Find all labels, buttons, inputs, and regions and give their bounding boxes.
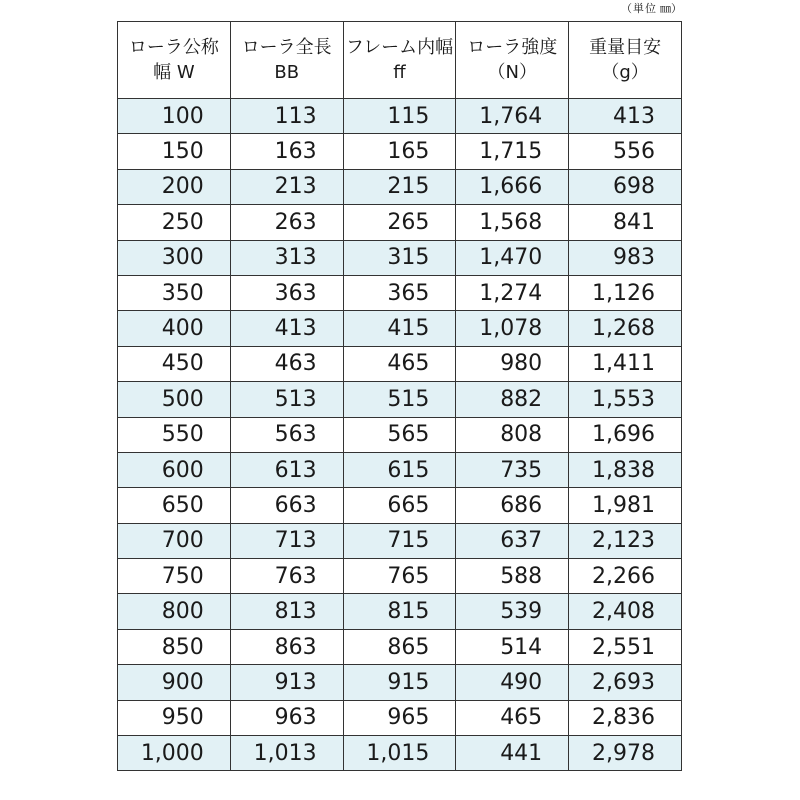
- table-row: [118, 169, 682, 204]
- cell-nominal-width: 100: [118, 99, 231, 134]
- cell-nominal-width: 700: [118, 523, 231, 558]
- cell-roller-strength: 735: [456, 452, 569, 487]
- cell-weight: 2,836: [569, 700, 682, 735]
- header-total-length-line1: ローラ全長: [241, 37, 332, 58]
- cell-weight: 2,551: [569, 629, 682, 664]
- cell-nominal-width: 350: [118, 275, 231, 310]
- cell-total-length: 413: [230, 311, 343, 346]
- cell-weight: 556: [569, 134, 682, 169]
- cell-frame-inner-width: 915: [343, 665, 456, 700]
- header-roller-strength: [456, 22, 569, 99]
- cell-frame-inner-width: 565: [343, 417, 456, 452]
- cell-frame-inner-width: 265: [343, 205, 456, 240]
- table-row: [118, 665, 682, 700]
- cell-nominal-width: 550: [118, 417, 231, 452]
- cell-roller-strength: 539: [456, 594, 569, 629]
- cell-nominal-width: 450: [118, 346, 231, 381]
- cell-roller-strength: 514: [456, 629, 569, 664]
- cell-total-length: 113: [230, 99, 343, 134]
- table-row: [118, 629, 682, 664]
- cell-weight: 1,981: [569, 488, 682, 523]
- cell-frame-inner-width: 515: [343, 382, 456, 417]
- cell-roller-strength: 1,470: [456, 240, 569, 275]
- cell-nominal-width: 250: [118, 205, 231, 240]
- cell-total-length: 913: [230, 665, 343, 700]
- cell-nominal-width: 900: [118, 665, 231, 700]
- cell-weight: 1,411: [569, 346, 682, 381]
- header-weight-line1: 重量目安: [589, 37, 662, 58]
- cell-frame-inner-width: 465: [343, 346, 456, 381]
- table-row: [118, 523, 682, 558]
- cell-roller-strength: 1,715: [456, 134, 569, 169]
- cell-roller-strength: 441: [456, 736, 569, 771]
- cell-total-length: 263: [230, 205, 343, 240]
- cell-weight: 1,553: [569, 382, 682, 417]
- cell-frame-inner-width: 765: [343, 559, 456, 594]
- cell-nominal-width: 600: [118, 452, 231, 487]
- cell-frame-inner-width: 115: [343, 99, 456, 134]
- cell-total-length: 213: [230, 169, 343, 204]
- cell-nominal-width: 750: [118, 559, 231, 594]
- header-nominal-width: [118, 22, 231, 99]
- cell-weight: 2,693: [569, 665, 682, 700]
- header-total-length: [230, 22, 343, 99]
- cell-weight: 1,268: [569, 311, 682, 346]
- cell-frame-inner-width: 165: [343, 134, 456, 169]
- cell-roller-strength: 882: [456, 382, 569, 417]
- cell-nominal-width: 800: [118, 594, 231, 629]
- cell-total-length: 363: [230, 275, 343, 310]
- cell-total-length: 513: [230, 382, 343, 417]
- cell-total-length: 963: [230, 700, 343, 735]
- cell-total-length: 763: [230, 559, 343, 594]
- cell-weight: 413: [569, 99, 682, 134]
- roller-spec-table: [117, 21, 682, 771]
- cell-roller-strength: 1,274: [456, 275, 569, 310]
- cell-roller-strength: 465: [456, 700, 569, 735]
- unit-note-label: （単位: [621, 2, 657, 15]
- header-row: [118, 22, 682, 99]
- cell-nominal-width: 850: [118, 629, 231, 664]
- table-row: [118, 205, 682, 240]
- cell-nominal-width: 950: [118, 700, 231, 735]
- cell-roller-strength: 637: [456, 523, 569, 558]
- table-row: [118, 736, 682, 771]
- table-row: [118, 382, 682, 417]
- cell-total-length: 163: [230, 134, 343, 169]
- cell-total-length: 663: [230, 488, 343, 523]
- table-row: [118, 594, 682, 629]
- table-row: [118, 700, 682, 735]
- cell-total-length: 313: [230, 240, 343, 275]
- cell-roller-strength: 808: [456, 417, 569, 452]
- cell-nominal-width: 150: [118, 134, 231, 169]
- cell-total-length: 813: [230, 594, 343, 629]
- header-frame-inner-width-line1: フレーム内幅: [345, 37, 454, 58]
- table-row: [118, 559, 682, 594]
- table-row: [118, 275, 682, 310]
- cell-weight: 2,123: [569, 523, 682, 558]
- cell-weight: 841: [569, 205, 682, 240]
- cell-nominal-width: 1,000: [118, 736, 231, 771]
- cell-total-length: 463: [230, 346, 343, 381]
- cell-roller-strength: 1,666: [456, 169, 569, 204]
- cell-nominal-width: 650: [118, 488, 231, 523]
- table-body: [118, 99, 682, 771]
- unit-note: [621, 0, 682, 16]
- cell-roller-strength: 1,764: [456, 99, 569, 134]
- table-row: [118, 240, 682, 275]
- cell-weight: 983: [569, 240, 682, 275]
- cell-weight: 2,266: [569, 559, 682, 594]
- cell-roller-strength: 588: [456, 559, 569, 594]
- cell-frame-inner-width: 315: [343, 240, 456, 275]
- table-row: [118, 134, 682, 169]
- cell-roller-strength: 686: [456, 488, 569, 523]
- cell-roller-strength: 490: [456, 665, 569, 700]
- header-frame-inner-width: [343, 22, 456, 99]
- cell-frame-inner-width: 215: [343, 169, 456, 204]
- table-row: [118, 311, 682, 346]
- cell-weight: 698: [569, 169, 682, 204]
- cell-frame-inner-width: 415: [343, 311, 456, 346]
- cell-total-length: 713: [230, 523, 343, 558]
- cell-roller-strength: 1,078: [456, 311, 569, 346]
- table-row: [118, 99, 682, 134]
- cell-frame-inner-width: 715: [343, 523, 456, 558]
- cell-total-length: 563: [230, 417, 343, 452]
- cell-total-length: 863: [230, 629, 343, 664]
- cell-total-length: 1,013: [230, 736, 343, 771]
- cell-frame-inner-width: 665: [343, 488, 456, 523]
- cell-nominal-width: 500: [118, 382, 231, 417]
- header-nominal-width-line2: 幅 W: [153, 62, 195, 83]
- cell-weight: 2,978: [569, 736, 682, 771]
- table-header: [118, 22, 682, 99]
- table-row: [118, 346, 682, 381]
- table-row: [118, 417, 682, 452]
- cell-nominal-width: 200: [118, 169, 231, 204]
- table-row: [118, 452, 682, 487]
- header-total-length-line2: BB: [274, 62, 300, 83]
- cell-frame-inner-width: 965: [343, 700, 456, 735]
- header-weight: [569, 22, 682, 99]
- header-frame-inner-width-line2: ff: [393, 62, 406, 83]
- cell-frame-inner-width: 865: [343, 629, 456, 664]
- header-weight-line2: （g）: [601, 62, 649, 83]
- cell-roller-strength: 980: [456, 346, 569, 381]
- cell-total-length: 613: [230, 452, 343, 487]
- cell-frame-inner-width: 815: [343, 594, 456, 629]
- cell-nominal-width: 300: [118, 240, 231, 275]
- unit-note-mm: ㎜）: [660, 2, 682, 15]
- cell-roller-strength: 1,568: [456, 205, 569, 240]
- cell-frame-inner-width: 1,015: [343, 736, 456, 771]
- header-nominal-width-line1: ローラ公称: [128, 37, 219, 58]
- cell-nominal-width: 400: [118, 311, 231, 346]
- header-roller-strength-line2: （N）: [487, 62, 538, 83]
- cell-weight: 1,838: [569, 452, 682, 487]
- cell-frame-inner-width: 365: [343, 275, 456, 310]
- cell-frame-inner-width: 615: [343, 452, 456, 487]
- cell-weight: 2,408: [569, 594, 682, 629]
- cell-weight: 1,696: [569, 417, 682, 452]
- table-row: [118, 488, 682, 523]
- header-roller-strength-line1: ローラ強度: [467, 37, 558, 58]
- cell-weight: 1,126: [569, 275, 682, 310]
